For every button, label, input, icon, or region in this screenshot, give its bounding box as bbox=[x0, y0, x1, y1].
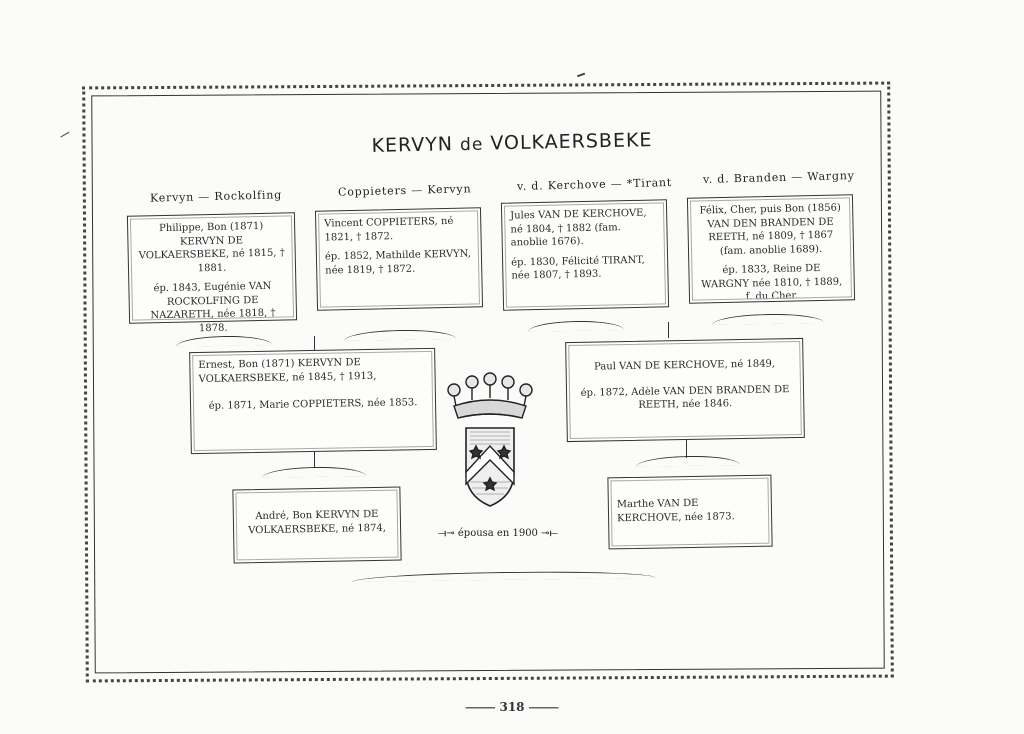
margin-mark bbox=[577, 73, 585, 77]
margin-mark bbox=[60, 132, 69, 138]
card-jules-line2: ép. 1830, Félicité TIRANT, née 1807, † 1893. bbox=[511, 254, 645, 282]
card-vincent-line2: ép. 1852, Mathilde KERVYN, née 1819, † 1872. bbox=[324, 248, 472, 277]
married-arrow-right-icon: ⊸⟝ bbox=[541, 528, 558, 539]
card-paul-line2: ép. 1872, Adèle VAN DEN BRANDEN DE REETH, née 1846. bbox=[580, 383, 790, 411]
card-andre bbox=[232, 487, 401, 564]
married-arrow-left-icon: ⟞⊸ bbox=[438, 528, 455, 539]
card-paul-line1: Paul VAN DE KERCHOVE, né 1849, bbox=[593, 358, 776, 373]
connector-line bbox=[668, 322, 669, 338]
column-heading-branden: v. d. Branden — Wargny bbox=[702, 169, 855, 186]
card-vincent-line1: Vincent COPPIETERS, né 1821, † 1872. bbox=[324, 215, 454, 244]
card-felix-line2: ép. 1833, Reine DE WARGNY née 1810, † 1889, f. du Cher. bbox=[701, 262, 843, 303]
connector-line bbox=[314, 336, 315, 350]
page-number-ornament-left: ⸻ bbox=[465, 700, 500, 714]
card-marthe bbox=[607, 475, 772, 550]
connector-line bbox=[314, 452, 315, 468]
married-connector bbox=[438, 528, 558, 539]
card-ernest-line1: Ernest, Bon (1871) KERVYN DE VOLKAERSBEKE, né 1845, † 1913, bbox=[198, 357, 377, 385]
married-label: épousa en 1900 bbox=[457, 528, 538, 539]
page-number: ⸻ 318 ⸻ bbox=[465, 700, 559, 714]
card-ernest bbox=[189, 348, 437, 454]
card-jules bbox=[501, 199, 669, 310]
connector-line bbox=[686, 440, 687, 458]
page-number-ornament-right: ⸻ bbox=[524, 700, 559, 714]
card-felix bbox=[687, 194, 855, 303]
card-paul bbox=[565, 338, 805, 442]
card-felix-line1: Félix, Cher, puis Bon (1856) VAN DEN BRANDEN DE REETH, né 1809, † 1867 (fam. anoblie 1689). bbox=[699, 202, 841, 257]
card-philippe-line2: ép. 1843, Eugénie VAN ROCKOLFING DE NAZARETH, née 1818, † 1878. bbox=[150, 280, 276, 334]
coat-of-arms-icon bbox=[440, 372, 540, 512]
page-title: KERVYN de VOLKAERSBEKE bbox=[371, 129, 653, 157]
card-marthe-line1: Marthe VAN DE KERCHOVE, née 1873. bbox=[616, 497, 735, 524]
card-vincent bbox=[315, 207, 483, 310]
card-philippe-line1: Philippe, Bon (1871) KERVYN DE VOLKAERSBEKE, né 1815, † 1881. bbox=[138, 220, 285, 274]
column-heading-kerchove: v. d. Kerchove — *Tirant bbox=[516, 175, 673, 194]
card-jules-line1: Jules VAN DE KERCHOVE, né 1804, † 1882 (fam. anoblie 1676). bbox=[510, 207, 647, 249]
card-philippe bbox=[127, 212, 297, 334]
column-heading-kervyn: Kervyn — Rockolfing bbox=[149, 188, 283, 205]
card-andre-line1: André, Bon KERVYN DE VOLKAERSBEKE, né 1874, bbox=[248, 508, 387, 536]
card-ernest-line2: ép. 1871, Marie COPPIETERS, née 1853. bbox=[208, 397, 418, 412]
column-heading-coppieters: Coppieters — Kervyn bbox=[337, 182, 472, 199]
